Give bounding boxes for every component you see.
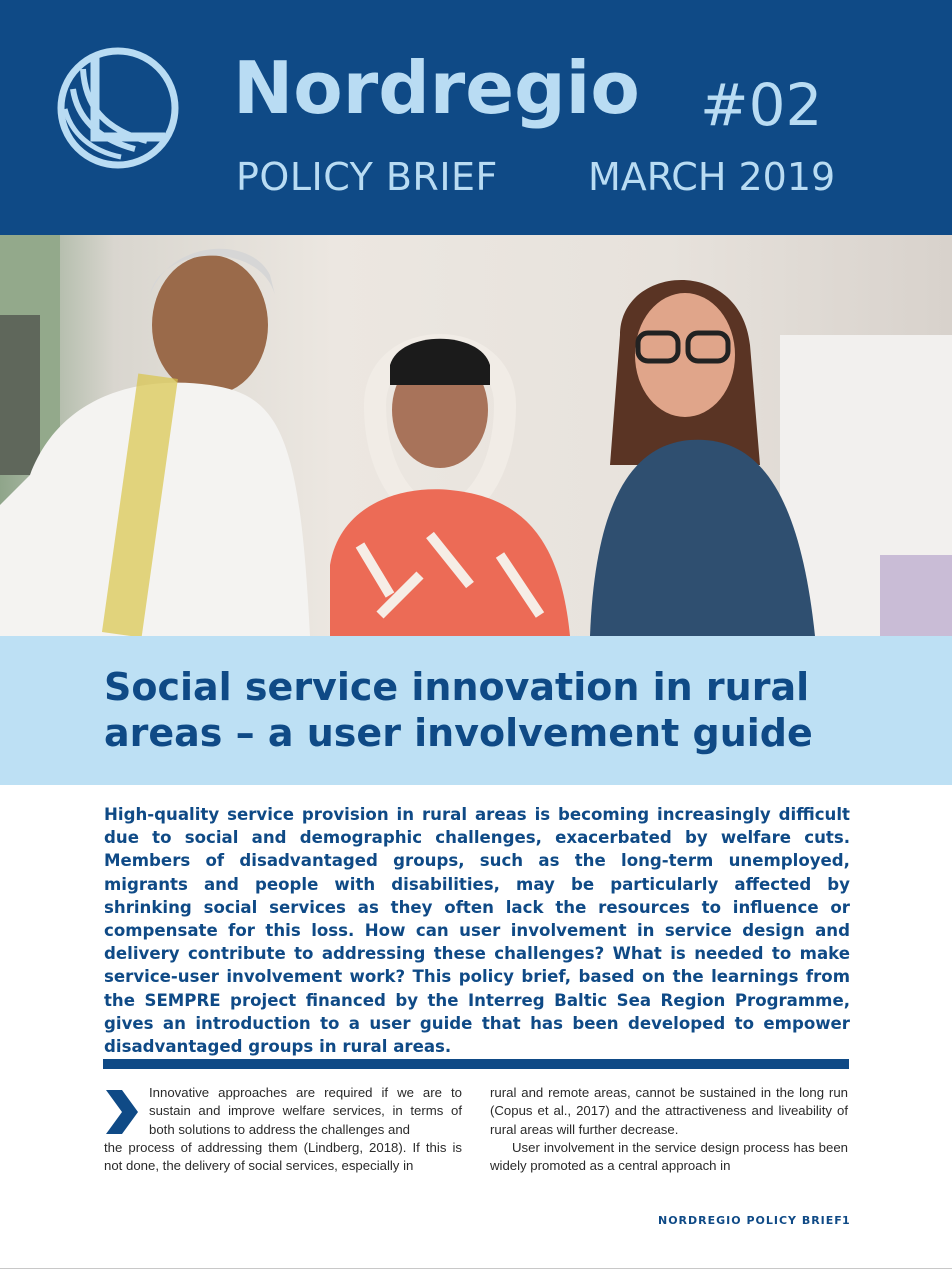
lead-paragraph: High-quality service provision in rural areas is becoming increasingly difficult due to social and demographic challenges, exacerbated by welfare cuts. Members of disadvantaged groups, such as the long-term unemployed, migrants and people with disabilities, may be particularly affected by shrinking social services as they often lack the resources to influence or compensate for this loss. How can user involvement in service design and delivery contribute to addressing these challenges? What is needed to make service-user involvement work? This policy brief, based on the learnings from the SEMPRE project financed by the Interreg Baltic Sea Region Programme, gives an introduction to a user guide that has been developed to empower disadvantaged groups in rural areas. <box>104 805 850 1057</box>
body-column-right <box>490 1084 848 1175</box>
title-line-1: Social service innovation in rural <box>104 665 810 709</box>
footer-label: NORDREGIO POLICY BRIEF <box>658 1214 843 1227</box>
masthead <box>0 0 952 235</box>
cover-photo <box>0 235 952 636</box>
page-title <box>104 664 904 756</box>
issue-number: #02 <box>700 71 823 139</box>
page-number: 1 <box>842 1214 850 1227</box>
nordregio-logo-icon <box>55 45 181 171</box>
body-column-left <box>104 1084 462 1175</box>
body-paragraph-2b: User involvement in the service design process has been widely promoted as a central approach in <box>490 1139 848 1174</box>
bottom-edge <box>0 1268 952 1269</box>
section-divider <box>103 1059 849 1069</box>
body-paragraph-1a: Innovative approaches are required if we are to sustain and improve welfare services, in terms of both solutions to address the challenges and <box>149 1085 462 1137</box>
title-line-2: areas – a user involvement guide <box>104 711 813 755</box>
body-paragraph-1b: the process of addressing them (Lindberg, 2018). If this is not done, the delivery of social services, especially in <box>104 1139 462 1174</box>
brand-name: Nordregio <box>233 46 640 130</box>
issue-date: MARCH 2019 <box>588 155 836 199</box>
body-paragraph-2a: rural and remote areas, cannot be sustained in the long run (Copus et al., 2017) and the attractiveness and liveability of rural areas will further decrease. <box>490 1085 848 1137</box>
series-label: POLICY BRIEF <box>236 155 498 199</box>
